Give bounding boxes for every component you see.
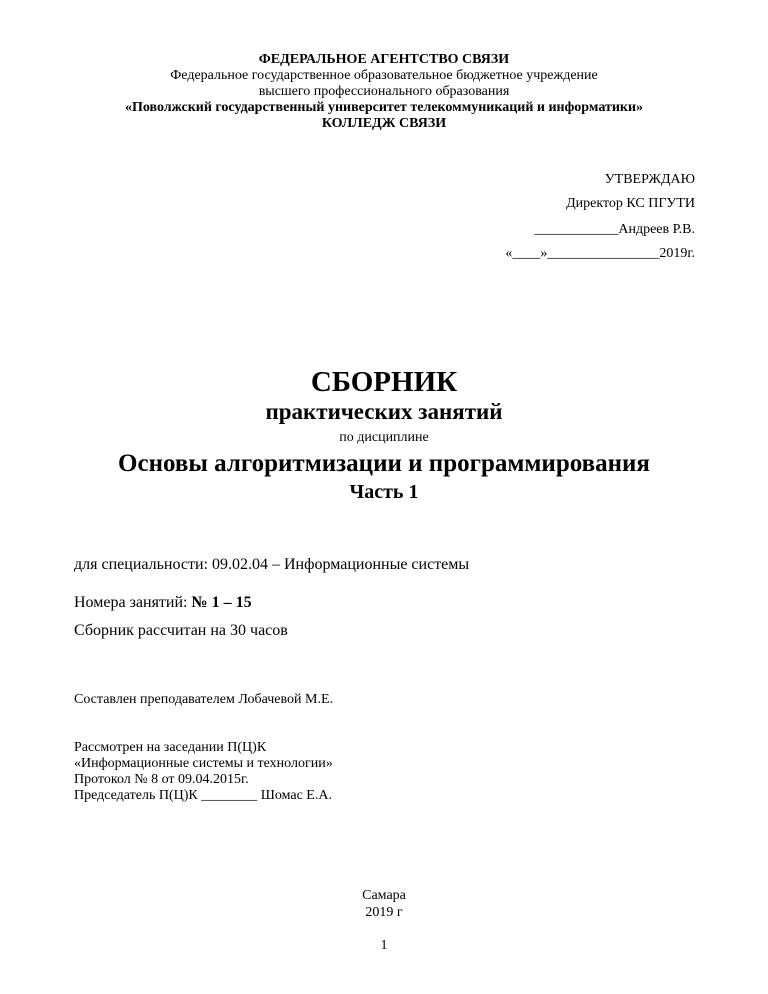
review-line3: Протокол № 8 от 09.04.2015г. [74, 772, 249, 787]
review-line4: Председатель П(Ц)К ________ Шомас Е.А. [74, 788, 332, 803]
lessons-line [74, 594, 252, 612]
university-name: «Поволжский государственный университет телекоммуникаций и информатики» [124, 100, 644, 115]
institution-type-line2: высшего профессионального образования [258, 84, 510, 99]
discipline-name: Основы алгоритмизации и программирования [118, 450, 650, 477]
agency-title: ФЕДЕРАЛЬНОЕ АГЕНТСТВО СВЯЗИ [258, 52, 510, 67]
approval-date-line: «____»________________2019г. [505, 246, 695, 261]
approval-label: УТВЕРЖДАЮ [604, 172, 695, 187]
document-subtitle: практических занятий [265, 399, 503, 424]
review-line2: «Информационные системы и технологии» [74, 756, 333, 771]
lessons-label: Номера занятий: [74, 594, 192, 611]
specialty-line: для специальности: 09.02.04 – Информационные системы [74, 556, 470, 573]
city: Самара [362, 888, 406, 903]
review-line1: Рассмотрен на заседании П(Ц)К [74, 740, 267, 755]
document-title: СБОРНИК [310, 366, 458, 398]
college-name: КОЛЛЕДЖ СВЯЗИ [321, 116, 447, 131]
author-line: Составлен преподавателем Лобачевой М.Е. [74, 692, 334, 707]
part-label: Часть 1 [349, 481, 419, 503]
page-number: 1 [380, 938, 388, 953]
discipline-prefix: по дисциплине [339, 430, 429, 445]
institution-type-line1: Федеральное государственное образовательное бюджетное учреждение [170, 68, 598, 83]
review-block [74, 740, 333, 804]
lessons-value: № 1 – 15 [191, 594, 252, 611]
approval-signature-line: ____________Андреев Р.В. [534, 222, 695, 237]
year: 2019 г [365, 905, 403, 920]
approval-position: Директор КС ПГУТИ [566, 196, 695, 211]
hours-line: Сборник рассчитан на 30 часов [74, 622, 288, 639]
